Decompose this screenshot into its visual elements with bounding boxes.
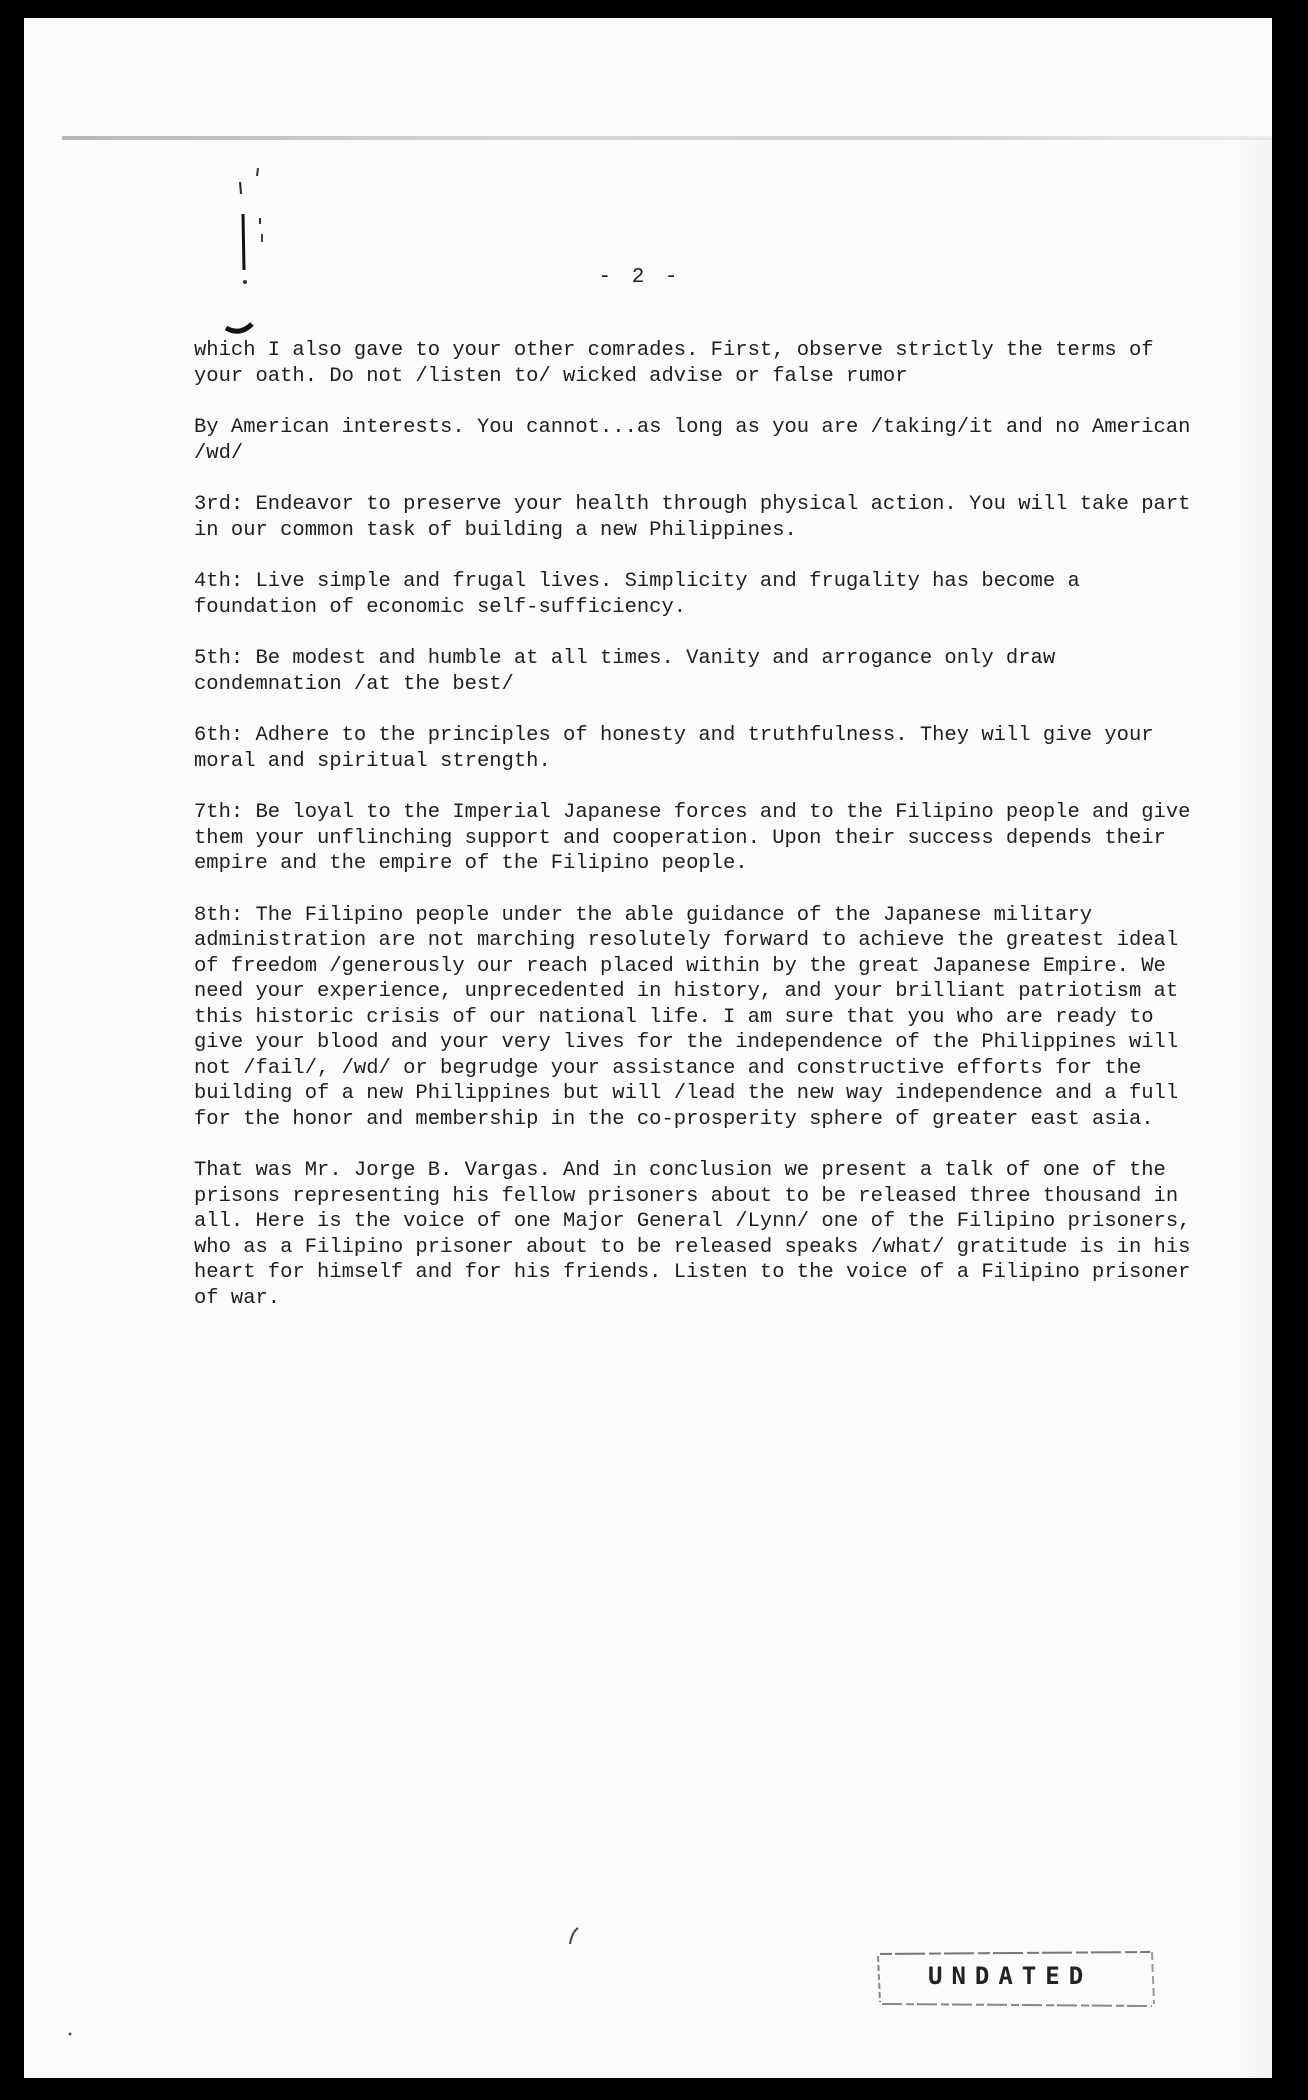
paragraph-continuation: which I also gave to your other comrades. First, observe strictly the terms of your oath. Do not /listen to/ wicked advise or false rumor	[194, 339, 1154, 388]
undated-stamp	[870, 1944, 1160, 2012]
paragraph-american-interests: By American interests. You cannot...as long as you are /taking/it and no American /wd/	[194, 416, 1191, 465]
paragraph-4th: 4th: Live simple and frugal lives. Simplicity and frugality has become a foundation of economic self-sufficiency.	[194, 570, 1080, 619]
paragraph-5th: 5th: Be modest and humble at all times. Vanity and arrogance only draw condemnation /at the best/	[194, 647, 1056, 696]
stray-ink-mark	[564, 1924, 584, 1948]
stamp-text: UNDATED	[928, 1962, 1093, 1990]
paragraph-3rd: 3rd: Endeavor to preserve your health through physical action. You will take part in our common task of building a new Philippines.	[194, 493, 1191, 542]
document-body	[194, 338, 1204, 1337]
paragraph-conclusion: That was Mr. Jorge B. Vargas. And in conclusion we present a talk of one of the prisons representing his fellow prisoners about to be released three thousand in all. Here is the voice of one Major General /Lynn/ one of the Filipino prisoners, who as a Filipino prisoner about to be released speaks /what/ gratitude is in his heart for himself and for his friends. Listen to the voice of a Filipino prisoner of war.	[194, 1159, 1191, 1310]
paragraph-6th: 6th: Adhere to the principles of honesty and truthfulness. They will give your moral and spiritual strength.	[194, 724, 1154, 773]
document-page	[24, 18, 1272, 2078]
page-number: - 2 -	[598, 266, 682, 289]
binding-hole-marks	[210, 158, 300, 348]
stray-dot	[64, 2028, 76, 2040]
scan-shadow	[1234, 138, 1272, 2078]
scan-edge-strip	[62, 136, 1272, 140]
paragraph-7th: 7th: Be loyal to the Imperial Japanese forces and to the Filipino people and give them your unflinching support and cooperation. Upon their success depends their empire and the empire of the Filipino people.	[194, 801, 1191, 875]
paragraph-8th: 8th: The Filipino people under the able guidance of the Japanese military administration are not marching resolutely forward to achieve the greatest ideal of freedom /generously our reach placed within by the great Japanese Empire. We need your experience, unprecedented in history, and your brilliant patriotism at this historic crisis of our national life. I am sure that you who are ready to give your blood and your very lives for the independence of the Philippines will not /fail/, /wd/ or begrudge your assistance and constructive efforts for the building of a new Philippines but will /lead the new way independence and a full for the honor and membership in the co-prosperity sphere of greater east asia.	[194, 903, 1179, 1131]
